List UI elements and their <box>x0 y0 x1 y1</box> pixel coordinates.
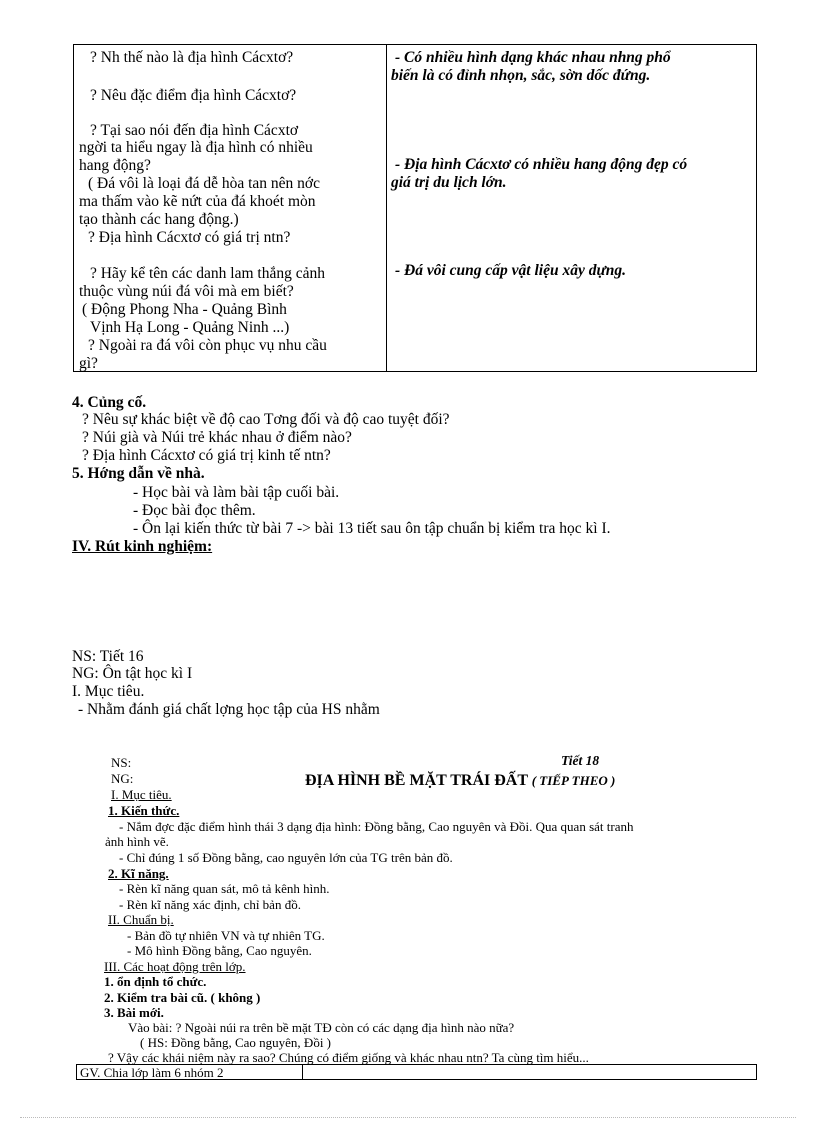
section-4-heading: 4. Củng cố. <box>72 394 147 411</box>
lesson16-ng: NG: Ôn tật học kì I <box>72 665 193 682</box>
question-line: ? Tại sao nói đến địa hình Cácxtơ <box>90 122 299 139</box>
lesson18-line: I. Mục tiêu. <box>111 787 172 802</box>
homework-item: - Đọc bài đọc thêm. <box>133 502 256 519</box>
question-line: thuộc vùng núi đá vôi mà em biết? <box>79 283 294 300</box>
question-line: ( Động Phong Nha - Quảng Bình <box>82 301 287 318</box>
homework-item: - Học bài và làm bài tập cuối bài. <box>133 484 340 501</box>
lesson18-line: 1. Kiến thức. <box>108 803 180 818</box>
answer-line: - Đá vôi cung cấp vật liệu xây dựng. <box>395 262 627 279</box>
lesson18-line: - Nắm đợc đặc điểm hình thái 3 dạng địa hình: Đồng bằng, Cao nguyên và Đồi. Qua quan sát tranh <box>119 819 634 834</box>
answer-line: giá trị du lịch lớn. <box>391 174 507 191</box>
table-divider <box>302 1065 303 1079</box>
qa-table <box>73 44 757 372</box>
section-5-heading: 5. Hớng dẫn về nhà. <box>72 465 205 482</box>
lesson16-item: - Nhằm đánh giá chất lợng học tập của HS nhằm <box>78 701 380 718</box>
lesson18-line: 3. Bài mới. <box>104 1005 164 1020</box>
answers-cell <box>387 45 757 372</box>
lesson18-ng: NG: <box>111 771 134 786</box>
lesson18-line: ? Vậy các khái niệm này ra sao? Chúng có điểm giống và khác nhau ntn? Ta cùng tìm hiểu... <box>108 1050 589 1065</box>
question-line: ( Đá vôi là loại đá dễ hòa tan nên nớc <box>88 175 321 192</box>
lesson18-line: ảnh hình vẽ. <box>105 834 169 849</box>
question-line: ? Hãy kể tên các danh lam thắng cảnh <box>90 265 325 282</box>
activity-table <box>76 1064 757 1080</box>
section-iv-heading: IV. Rút kinh nghiệm: <box>72 538 213 555</box>
question-line: ? Địa hình Cácxtơ có giá trị ntn? <box>88 229 291 246</box>
answer-line: biến là có đỉnh nhọn, sắc, sờn dốc đứng. <box>391 67 651 84</box>
lesson18-title-main: ĐỊA HÌNH BỀ MẶT TRÁI ĐẤT <box>305 772 528 789</box>
lesson18-line: - Rèn kĩ năng quan sát, mô tả kênh hình. <box>119 881 330 896</box>
lesson18-title-suffix: ( TIẾP THEO ) <box>531 773 616 788</box>
question-line: ? Ngoài ra đá vôi còn phục vụ nhu cầu <box>88 337 327 354</box>
question-line: ? Nêu đặc điểm địa hình Cácxtơ? <box>90 87 297 104</box>
question-line: ngời ta hiểu ngay là địa hình có nhiều <box>79 139 313 156</box>
lesson16-objectives: I. Mục tiêu. <box>72 683 145 700</box>
lesson18-line: - Mô hình Đồng bằng, Cao nguyên. <box>127 943 312 958</box>
question-line: hang động? <box>79 157 151 174</box>
lesson18-line: - Bản đồ tự nhiên VN và tự nhiên TG. <box>127 928 325 943</box>
lesson18-tiet: Tiết 18 <box>561 753 600 768</box>
questions-cell <box>74 45 387 372</box>
question-line: ma thấm vào kẽ nứt của đá khoét mòn <box>79 193 316 210</box>
homework-item: - Ôn lại kiến thức từ bài 7 -> bài 13 tiết sau ôn tập chuẩn bị kiểm tra học kì I. <box>133 520 611 537</box>
lesson18-line: 1. ổn định tổ chức. <box>104 974 207 989</box>
lesson18-line: III. Các hoạt động trên lớp. <box>104 959 246 974</box>
lesson18-title <box>305 771 615 791</box>
answer-line: - Có nhiều hình dạng khác nhau nhng phổ <box>395 49 671 66</box>
activity-cell: GV. Chia lớp làm 6 nhóm 2 <box>80 1065 224 1080</box>
question-line: gì? <box>79 355 98 372</box>
lesson18-line: - Chỉ đúng 1 số Đồng bằng, cao nguyên lớn của TG trên bản đồ. <box>119 850 453 865</box>
review-question: ? Nêu sự khác biệt về độ cao Tơng đối và độ cao tuyệt đối? <box>82 411 450 428</box>
answer-line: - Địa hình Cácxtơ có nhiều hang động đẹp có <box>395 156 688 173</box>
question-line: tạo thành các hang động.) <box>79 211 239 228</box>
page-edge-divider <box>20 1117 796 1118</box>
question-line: ? Nh thế nào là địa hình Cácxtơ? <box>90 49 294 66</box>
lesson18-line: 2. Kĩ năng. <box>108 866 169 881</box>
lesson18-line: - Rèn kĩ năng xác định, chỉ bản đồ. <box>119 897 301 912</box>
lesson18-line: ( HS: Đồng bằng, Cao nguyên, Đồi ) <box>140 1035 332 1050</box>
lesson16-ns: NS: Tiết 16 <box>72 648 144 665</box>
lesson18-line: 2. Kiểm tra bài cũ. ( không ) <box>104 990 261 1005</box>
review-question: ? Núi già và Núi trẻ khác nhau ở điểm nào? <box>82 429 352 446</box>
question-line: Vịnh Hạ Long - Quảng Ninh ...) <box>90 319 290 336</box>
lesson18-line: II. Chuẩn bị. <box>108 912 174 927</box>
lesson18-line: Vào bài: ? Ngoài núi ra trên bề mặt TĐ còn có các dạng địa hình nào nữa? <box>128 1020 515 1035</box>
review-question: ? Địa hình Cácxtơ có giá trị kinh tế ntn? <box>82 447 331 464</box>
lesson18-ns: NS: <box>111 755 132 770</box>
